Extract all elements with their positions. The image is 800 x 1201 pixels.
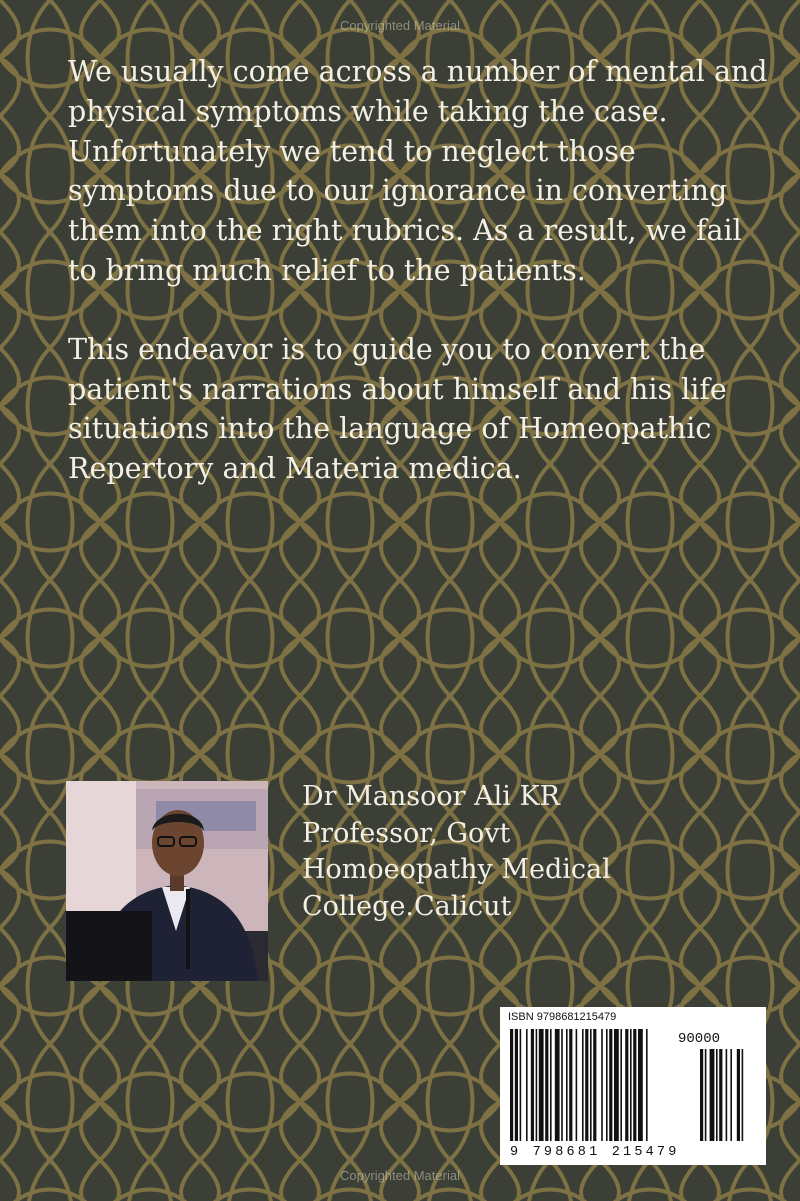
barcode-digits: 9 798681 215479 — [510, 1145, 680, 1160]
addon-barcode-bar — [700, 1049, 703, 1141]
barcode-bar — [582, 1029, 584, 1141]
isbn-label: ISBN 9798681215479 — [508, 1011, 617, 1023]
author-title-line-1: Professor, Govt — [302, 817, 511, 849]
barcode-bar — [638, 1029, 643, 1141]
barcode-bar — [515, 1029, 518, 1141]
barcode-bar — [555, 1029, 560, 1141]
copyright-watermark-top: Copyrighted Material — [340, 18, 460, 33]
barcode-bar — [510, 1029, 513, 1141]
barcode-bar — [606, 1029, 608, 1141]
barcode-bar — [569, 1029, 572, 1141]
author-title-line-2: Homoeopathy Medical — [302, 854, 611, 885]
barcode-bars — [500, 1007, 766, 1165]
barcode-bar — [536, 1029, 538, 1141]
blurb-paragraph-1: We usually come across a number of mental and physical symptoms while taking the case. Unfortunately we tend to neglect those symptoms due to our ignorance in converting them into the right rubrics. As a result, we fail to bring much relief to the patients. — [68, 55, 768, 287]
addon-barcode-bar — [716, 1049, 718, 1141]
author-title-line-3: College.Calicut — [302, 890, 512, 922]
addon-barcode-bar — [737, 1049, 740, 1141]
price-code: 90000 — [678, 1031, 721, 1047]
barcode-bar — [625, 1029, 628, 1141]
barcode-bar — [526, 1029, 528, 1141]
isbn-barcode — [500, 1007, 766, 1165]
barcode-bar — [545, 1029, 548, 1141]
blurb-paragraph-2: This endeavor is to guide you to convert the patient's narrations about himself and his life situations into the language of Homeopathic Repertory and Materia medica. — [68, 332, 727, 486]
barcode-bar — [620, 1029, 622, 1141]
barcode-bar — [646, 1029, 648, 1141]
barcode-bar — [576, 1029, 578, 1141]
addon-barcode-bar — [730, 1049, 732, 1141]
barcode-bar — [601, 1029, 603, 1141]
addon-barcode-bar — [726, 1049, 728, 1141]
author-info — [302, 779, 662, 925]
barcode-bar — [614, 1029, 619, 1141]
addon-barcode-bar — [719, 1049, 722, 1141]
addon-barcode-bar — [710, 1049, 715, 1141]
author-photo — [66, 781, 268, 981]
barcode-bar — [585, 1029, 588, 1141]
barcode-bar — [609, 1029, 612, 1141]
barcode-bar — [590, 1029, 592, 1141]
barcode-bar — [593, 1029, 596, 1141]
barcode-bar — [630, 1029, 632, 1141]
barcode-bar — [566, 1029, 568, 1141]
author-name: Dr Mansoor Ali KR — [302, 781, 560, 812]
blurb-text — [68, 52, 768, 528]
addon-barcode-bar — [742, 1049, 744, 1141]
copyright-watermark-bottom: Copyrighted Material — [340, 1168, 460, 1183]
barcode-bar — [633, 1029, 636, 1141]
barcode-bar — [520, 1029, 522, 1141]
addon-barcode-bar — [705, 1049, 707, 1141]
barcode-bar — [561, 1029, 563, 1141]
barcode-bar — [550, 1029, 552, 1141]
barcode-bar — [539, 1029, 544, 1141]
barcode-bar — [531, 1029, 534, 1141]
